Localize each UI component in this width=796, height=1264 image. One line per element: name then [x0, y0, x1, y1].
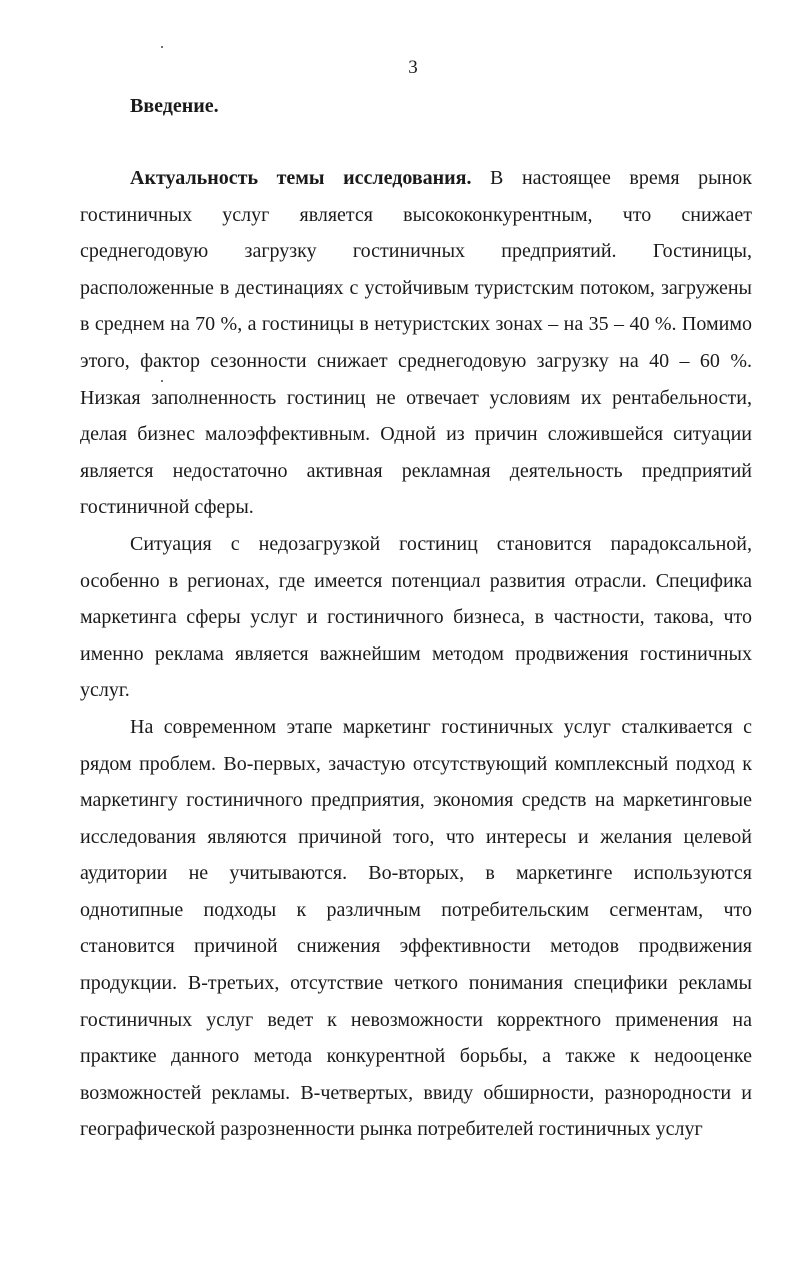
paragraph-text: В настоящее время рынок гостиничных услуг является высококонкурентным, что снижает среднегодовую загрузку гостиничных предприятий. Гостиницы, расположенные в дестинациях с устойчивым туристским потоком, загружены в среднем на 70 %, а гостиницы в нетуристских зонах – на 35 – 40 %. Помимо этого, фактор сезонности снижает среднегодовую загрузку на 40 – 60 %. Низкая заполненность гостиниц не отвечает условиям их рентабельности, делая бизнес малоэффективным. Одной из причин сложившейся ситуации является недостаточно активная рекламная деятельность предприятий гостиничной сферы.: [80, 167, 753, 519]
paragraph-text: Ситуация с недозагрузкой гостиниц становится парадоксальной, особенно в регионах, где имеется потенциал развития отрасли. Специфика маркетинга сферы услуг и гостиничного бизнеса, в частности, такова, что именно реклама является важнейшим методом продвижения гостиничных услуг.: [80, 532, 752, 702]
paragraph-1: [80, 160, 752, 526]
scan-speck: [161, 46, 163, 48]
section-heading: Введение.: [130, 95, 219, 117]
body-text: [80, 160, 752, 1148]
paragraph-2: [80, 526, 752, 709]
paragraph-lead: Актуальность темы исследования.: [130, 167, 472, 189]
paragraph-text: На современном этапе маркетинг гостиничных услуг сталкивается с рядом проблем. Во-первых, зачастую отсутствующий комплексный подход к маркетингу гостиничного предприятия, экономия средств на маркетинговые исследования являются причиной того, что интересы и желания целевой аудитории не учитываются. Во-вторых, в маркетинге используются однотипные подходы к различным потребительским сегментам, что становится причиной снижения эффективности методов продвижения продукции. В-третьих, отсутствие четкого понимания специфики рекламы гостиничных услуг ведет к невозможности корректного применения на практике данного метода конкурентной борьбы, а также к недооценке возможностей рекламы. В-четвертых, ввиду обширности, разнородности и географической разрозненности рынка потребителей гостиничных услуг: [80, 715, 752, 1141]
paragraph-3: [80, 709, 752, 1148]
page-number: 3: [408, 57, 418, 78]
